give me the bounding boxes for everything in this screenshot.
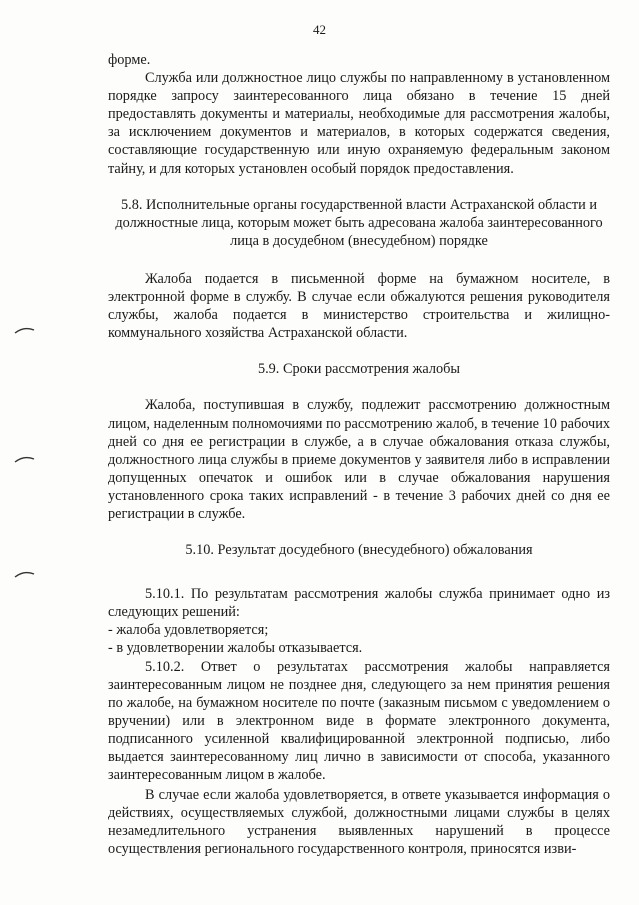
- section-heading-5-9: 5.9. Сроки рассмотрения жалобы: [257, 361, 461, 378]
- page-number: 42: [313, 22, 326, 37]
- document-body: [108, 51, 610, 859]
- paragraph: 5.10.1. По результатам рассмотрения жалобы служба принимает одно из следующих решений:: [108, 586, 610, 621]
- punch-hole-mark: [14, 324, 36, 336]
- paragraph: Жалоба подается в письменной форме на бумажном носителе, в электронной форме в службу. В случае если обжалуются решения руководителя службы, жалоба подается в министерство строительства и жилищно-коммунального хозяйства Астраханской области.: [108, 270, 610, 342]
- paragraph: Служба или должностное лицо службы по направленному в установленном порядке запросу заинтересованного лица обязано в течение 15 дней предоставлять документы и материалы, необходимые для рассмотрения жалобы, за исключением документов и материалов, в которых содержатся сведения, составляющие государственную или иную охраняемую федеральным законом тайну, и для которых установлен особый порядок предоставления.: [108, 70, 610, 177]
- paragraph: 5.10.2. Ответ о результатах рассмотрения жалобы направляется заинтересованным лицом не позднее дня, следующего за нем принятия решения по жалобе, на бумажном носителе по почте (заказным письмом с уведомлением о вручении) или в электронном виде в формате электронного документа, подписанного усиленной квалифицированной электронной подписью, либо выдается заинтересованному лиц лично в зависимости от способа, указанного заинтересованным лицом в жалобе.: [108, 658, 610, 784]
- list-item: - жалоба удовлетворяется;: [108, 622, 269, 639]
- punch-hole-mark: [14, 453, 36, 465]
- section-heading-5-10: 5.10. Результат досудебного (внесудебного) обжалования: [185, 542, 533, 559]
- paragraph: Жалоба, поступившая в службу, подлежит рассмотрению должностным лицом, наделенным полномочиями по рассмотрению жалоб, в течение 10 рабочих дней со дня ее регистрации в службе, а в случае обжалования отказа службы, должностного лица службы в приеме документов у заявителя либо в исправлении допущенных опечаток и ошибок или в случае обжалования нарушения установленного срока таких исправлений - в течение 3 рабочих дней со дня ее регистрации в службе.: [108, 397, 610, 522]
- paragraph: В случае если жалоба удовлетворяется, в ответе указывается информация о действиях, осуществляемых службой, должностными лицами службы в целях незамедлительного устранения выявленных нарушений в процессе осуществления регионального государственного контроля, приносятся изви-: [108, 787, 610, 858]
- section-heading-5-8: 5.8. Исполнительные органы государственной власти Астраханской области и должностные лица, которым может быть адресована жалоба заинтересованного лица в досудебном (внесудебном) порядке: [115, 196, 603, 249]
- punch-hole-mark: [14, 568, 36, 580]
- paragraph: форме.: [108, 52, 151, 68]
- list-item: - в удовлетворении жалобы отказывается.: [108, 640, 363, 657]
